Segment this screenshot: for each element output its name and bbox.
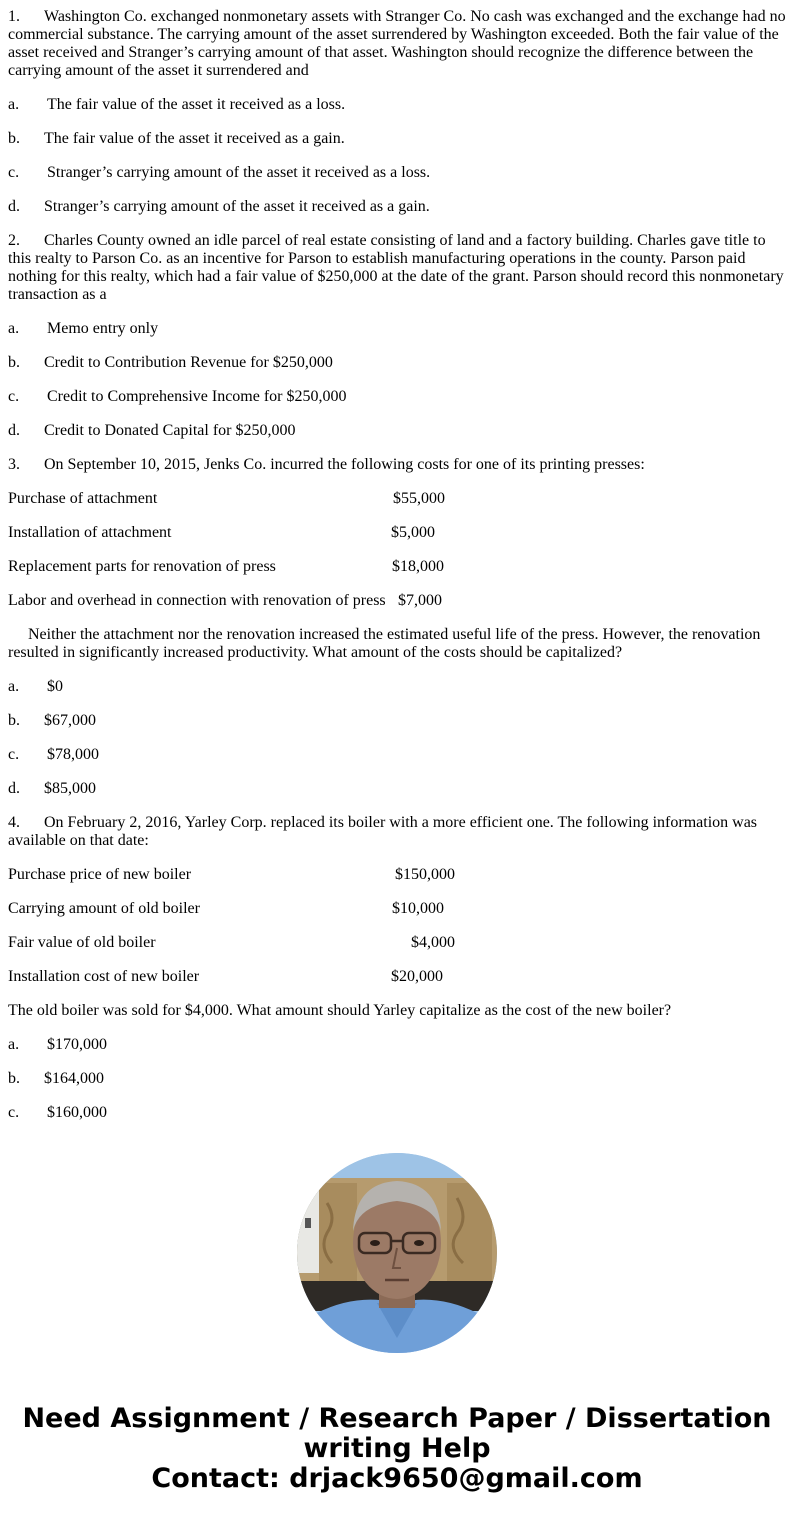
option-label: a. xyxy=(8,320,20,337)
question-number: 1. xyxy=(8,8,20,25)
option-text: Memo entry only xyxy=(47,320,159,337)
option-text: The fair value of the asset it received as a gain. xyxy=(44,130,345,147)
option-text: $170,000 xyxy=(47,1036,107,1053)
question-number: 4. xyxy=(8,814,20,831)
option-text: Credit to Donated Capital for $250,000 xyxy=(44,422,296,439)
option-text: $0 xyxy=(47,678,63,695)
question-2-stem xyxy=(8,232,786,304)
option-4a xyxy=(8,1036,786,1054)
option-text: Credit to Comprehensive Income for $250,000 xyxy=(47,388,347,405)
cost-amount: $20,000 xyxy=(391,968,443,985)
cost-amount: $55,000 xyxy=(393,490,445,507)
cost-amount: $4,000 xyxy=(411,934,455,951)
question-1-stem xyxy=(8,8,786,80)
document-body xyxy=(8,8,786,1138)
option-1d xyxy=(8,198,786,216)
option-label: b. xyxy=(8,130,20,147)
cost-description: Labor and overhead in connection with renovation of press xyxy=(8,592,386,609)
cost-amount: $18,000 xyxy=(392,558,444,575)
author-photo xyxy=(297,1153,497,1353)
cost-row xyxy=(8,524,786,542)
cost-description: Carrying amount of old boiler xyxy=(8,900,200,917)
promo-line-2: writing Help xyxy=(303,1433,491,1464)
option-2a xyxy=(8,320,786,338)
option-label: a. xyxy=(8,1036,20,1053)
question-text: On February 2, 2016, Yarley Corp. replaced its boiler with a more efficient one. The following information was available on that date: xyxy=(8,814,758,849)
cost-amount: $7,000 xyxy=(398,592,442,609)
cost-row xyxy=(8,968,786,986)
question-3-followup: Neither the attachment nor the renovation increased the estimated useful life of the press. However, the renovation resulted in significantly increased productivity. What amount of the costs should be capitalized? xyxy=(8,626,761,661)
option-label: b. xyxy=(8,1070,20,1087)
option-1c xyxy=(8,164,786,182)
promo-banner xyxy=(0,1404,794,1494)
cost-amount: $5,000 xyxy=(391,524,435,541)
option-3d xyxy=(8,780,786,798)
option-2b xyxy=(8,354,786,372)
option-label: b. xyxy=(8,712,20,729)
question-text: On September 10, 2015, Jenks Co. incurred the following costs for one of its printing presses: xyxy=(44,456,645,473)
cost-description: Purchase of attachment xyxy=(8,490,158,507)
cost-description: Installation of attachment xyxy=(8,524,172,541)
option-3a xyxy=(8,678,786,696)
cost-row xyxy=(8,558,786,576)
option-4c xyxy=(8,1104,786,1122)
option-4b xyxy=(8,1070,786,1088)
option-label: d. xyxy=(8,780,20,797)
cost-row xyxy=(8,592,786,610)
option-text: $164,000 xyxy=(44,1070,104,1087)
option-text: Credit to Contribution Revenue for $250,000 xyxy=(44,354,333,371)
option-1a xyxy=(8,96,786,114)
promo-line-1: Need Assignment / Research Paper / Dissertation xyxy=(22,1403,772,1434)
option-label: c. xyxy=(8,1104,20,1121)
cost-row xyxy=(8,934,786,952)
cost-description: Replacement parts for renovation of press xyxy=(8,558,276,575)
question-number: 3. xyxy=(8,456,20,473)
cost-row xyxy=(8,900,786,918)
option-text: $67,000 xyxy=(44,712,96,729)
cost-amount: $150,000 xyxy=(395,866,455,883)
promo-contact-line: Contact: drjack9650@gmail.com xyxy=(151,1463,643,1494)
question-number: 2. xyxy=(8,232,20,249)
option-2d xyxy=(8,422,786,440)
cost-row xyxy=(8,490,786,508)
question-text: Charles County owned an idle parcel of real estate consisting of land and a factory building. Charles gave title to this realty to Parson Co. as an incentive for Parson to establish manufacturing operations in the county. Parson paid nothing for this realty, which had a fair value of $250,000 at the date of the grant. Parson should record this nonmonetary transaction as a xyxy=(8,232,784,303)
author-portrait-icon xyxy=(297,1153,497,1353)
option-label: d. xyxy=(8,422,20,439)
option-label: a. xyxy=(8,96,20,113)
option-text: Stranger’s carrying amount of the asset it received as a loss. xyxy=(47,164,431,181)
option-1b xyxy=(8,130,786,148)
option-label: a. xyxy=(8,678,20,695)
cost-description: Purchase price of new boiler xyxy=(8,866,192,883)
option-label: c. xyxy=(8,164,20,181)
option-text: $78,000 xyxy=(47,746,99,763)
option-label: b. xyxy=(8,354,20,371)
cost-row xyxy=(8,866,786,884)
option-2c xyxy=(8,388,786,406)
option-text: $160,000 xyxy=(47,1104,107,1121)
cost-amount: $10,000 xyxy=(392,900,444,917)
option-3b xyxy=(8,712,786,730)
question-4-stem xyxy=(8,814,786,850)
option-label: d. xyxy=(8,198,20,215)
question-text: Washington Co. exchanged nonmonetary assets with Stranger Co. No cash was exchanged and the exchange had no commercial substance. The carrying amount of the asset surrendered by Washington exceeded. Both the fair value of the asset received and Stranger’s carrying amount of that asset. Washington should recognize the difference between the carrying amount of the asset it surrendered and xyxy=(8,8,786,79)
question-4-followup: The old boiler was sold for $4,000. What amount should Yarley capitalize as the cost of the new boiler? xyxy=(8,1002,672,1019)
option-3c xyxy=(8,746,786,764)
option-text: The fair value of the asset it received as a loss. xyxy=(47,96,346,113)
option-label: c. xyxy=(8,388,20,405)
option-text: Stranger’s carrying amount of the asset it received as a gain. xyxy=(44,198,430,215)
option-label: c. xyxy=(8,746,20,763)
cost-description: Fair value of old boiler xyxy=(8,934,156,951)
question-3-stem xyxy=(8,456,786,474)
cost-description: Installation cost of new boiler xyxy=(8,968,200,985)
option-text: $85,000 xyxy=(44,780,96,797)
